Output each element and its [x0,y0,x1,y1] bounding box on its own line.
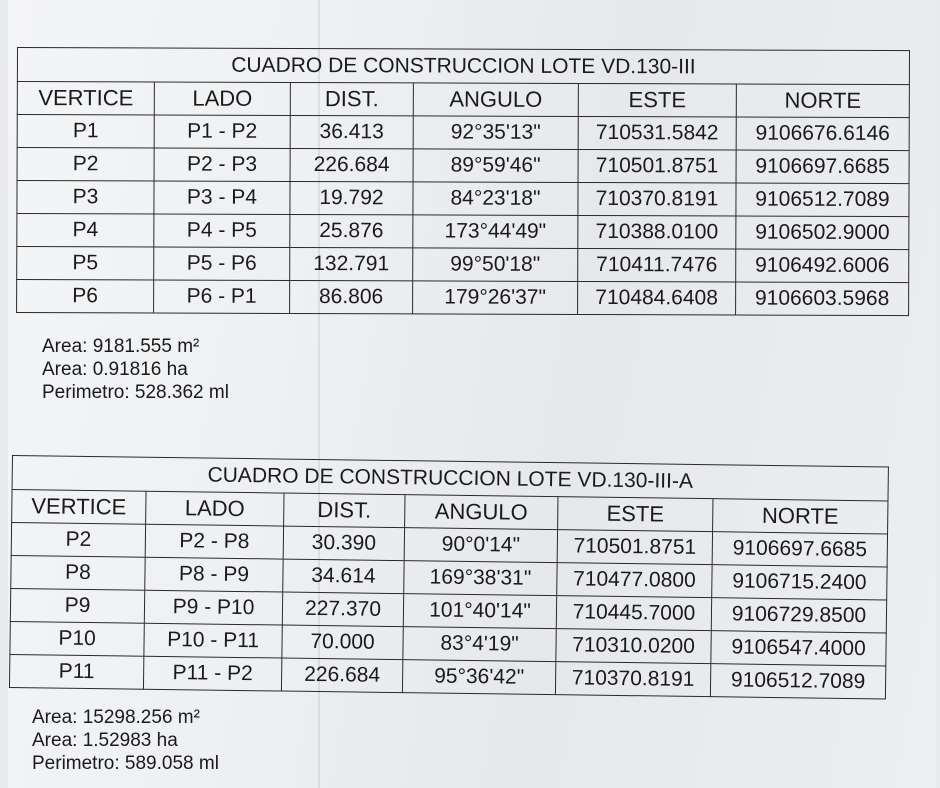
cell-angulo: 84°23'18" [413,182,578,216]
area-ha: Area: 0.91816 ha [42,359,188,380]
cell-norte: 9106512.7089 [736,183,909,217]
table-row [17,115,909,151]
header-vertice: VERTICE [12,490,146,525]
area-ha: Area: 1.52983 ha [32,730,178,751]
cell-norte: 9106603.5968 [736,282,909,316]
cell-norte: 9106676.6146 [736,117,909,151]
cell-lado: P10 - P11 [144,623,282,658]
cell-este: 710370.8191 [578,182,736,216]
cell-angulo: 89°59'46" [413,149,578,183]
cell-este: 710445.7000 [556,596,711,631]
header-lado: LADO [154,82,290,115]
cell-este: 710388.0100 [578,215,736,249]
lote-iii-a-summary [32,706,219,775]
cell-dist: 36.413 [290,115,413,148]
cell-vertice: P8 [11,555,145,590]
cell-lado: P9 - P10 [144,590,282,625]
cell-angulo: 90°0'14" [404,528,557,563]
cell-angulo: 173°44'49" [413,215,578,249]
cell-norte: 9106715.2400 [712,565,887,600]
cell-dist: 226.684 [290,148,413,181]
header-norte: NORTE [713,499,888,534]
cell-vertice: P10 [10,621,144,656]
cell-este: 710411.7476 [578,248,736,282]
cell-lado: P2 - P8 [145,524,283,559]
cell-vertice: P6 [17,280,154,313]
cell-vertice: P3 [17,181,154,214]
table-row [17,280,909,316]
cell-este: 710310.0200 [556,629,711,664]
cell-lado: P1 - P2 [154,115,290,148]
cell-norte: 9106512.7089 [710,664,885,699]
table-row [17,247,909,283]
cell-angulo: 101°40'14" [403,594,556,629]
table-title: CUADRO DE CONSTRUCCION LOTE VD.130-III-A [12,456,888,501]
table-row [17,181,909,217]
cell-vertice: P11 [9,654,143,689]
table-title: CUADRO DE CONSTRUCCION LOTE VD.130-III [17,48,909,85]
area-m2: Area: 9181.555 m² [42,336,200,357]
lote-iii-summary [42,335,229,404]
cell-angulo: 92°35'13" [413,116,578,150]
cell-lado: P8 - P9 [145,557,283,592]
cell-dist: 86.806 [290,280,413,313]
cell-lado: P6 - P1 [154,280,290,313]
cell-angulo: 83°4'19" [403,627,556,662]
table-row [17,148,909,184]
cell-vertice: P5 [17,247,154,280]
cell-norte: 9106492.6006 [736,249,909,283]
cell-lado: P5 - P6 [154,247,290,280]
cell-dist: 227.370 [282,592,403,627]
table-row [17,214,909,250]
area-m2: Area: 15298.256 m² [32,707,200,728]
cell-lado: P11 - P2 [143,656,281,691]
header-este: ESTE [558,497,713,532]
header-este: ESTE [578,83,736,117]
header-lado: LADO [146,491,284,526]
cell-angulo: 99°50'18" [413,248,578,282]
header-angulo: ANGULO [405,495,558,530]
cell-vertice: P4 [17,214,154,247]
perimeter: Perimetro: 589.058 ml [32,753,219,774]
cell-dist: 19.792 [290,181,413,214]
cell-este: 710531.5842 [578,116,736,150]
header-norte: NORTE [736,84,909,118]
cell-norte: 9106547.4000 [711,631,886,666]
cell-vertice: P1 [17,115,154,148]
cell-dist: 34.614 [283,559,404,594]
perimeter: Perimetro: 528.362 ml [42,382,229,403]
header-angulo: ANGULO [413,83,578,117]
cell-este: 710484.6408 [578,281,736,315]
cell-vertice: P9 [10,588,144,623]
cell-vertice: P2 [17,148,154,181]
cell-lado: P4 - P5 [154,214,290,247]
cell-norte: 9106697.6685 [736,150,909,184]
cell-angulo: 179°26'37" [413,281,578,315]
cell-este: 710477.0800 [557,563,712,598]
cell-angulo: 95°36'42" [402,660,555,695]
cell-norte: 9106729.8500 [711,598,886,633]
cell-dist: 30.390 [283,526,404,561]
cell-norte: 9106697.6685 [712,532,887,567]
cell-dist: 25.876 [290,214,413,247]
header-vertice: VERTICE [17,82,154,115]
construction-table-lote-vd-130-iii-a [9,455,889,699]
cell-norte: 9106502.9000 [736,216,909,250]
cell-vertice: P2 [11,523,145,558]
cell-dist: 70.000 [282,625,403,660]
cell-este: 710501.8751 [578,149,736,183]
construction-table-lote-vd-130-iii [16,47,910,316]
cell-este: 710370.8191 [555,662,710,697]
cell-lado: P3 - P4 [154,181,290,214]
header-dist: DIST. [284,493,405,528]
header-dist: DIST. [290,82,413,115]
cell-angulo: 169°38'31" [404,561,557,596]
cell-dist: 226.684 [281,658,402,693]
cell-dist: 132.791 [290,247,413,280]
cell-lado: P2 - P3 [154,148,290,181]
cell-este: 710501.8751 [557,530,712,565]
